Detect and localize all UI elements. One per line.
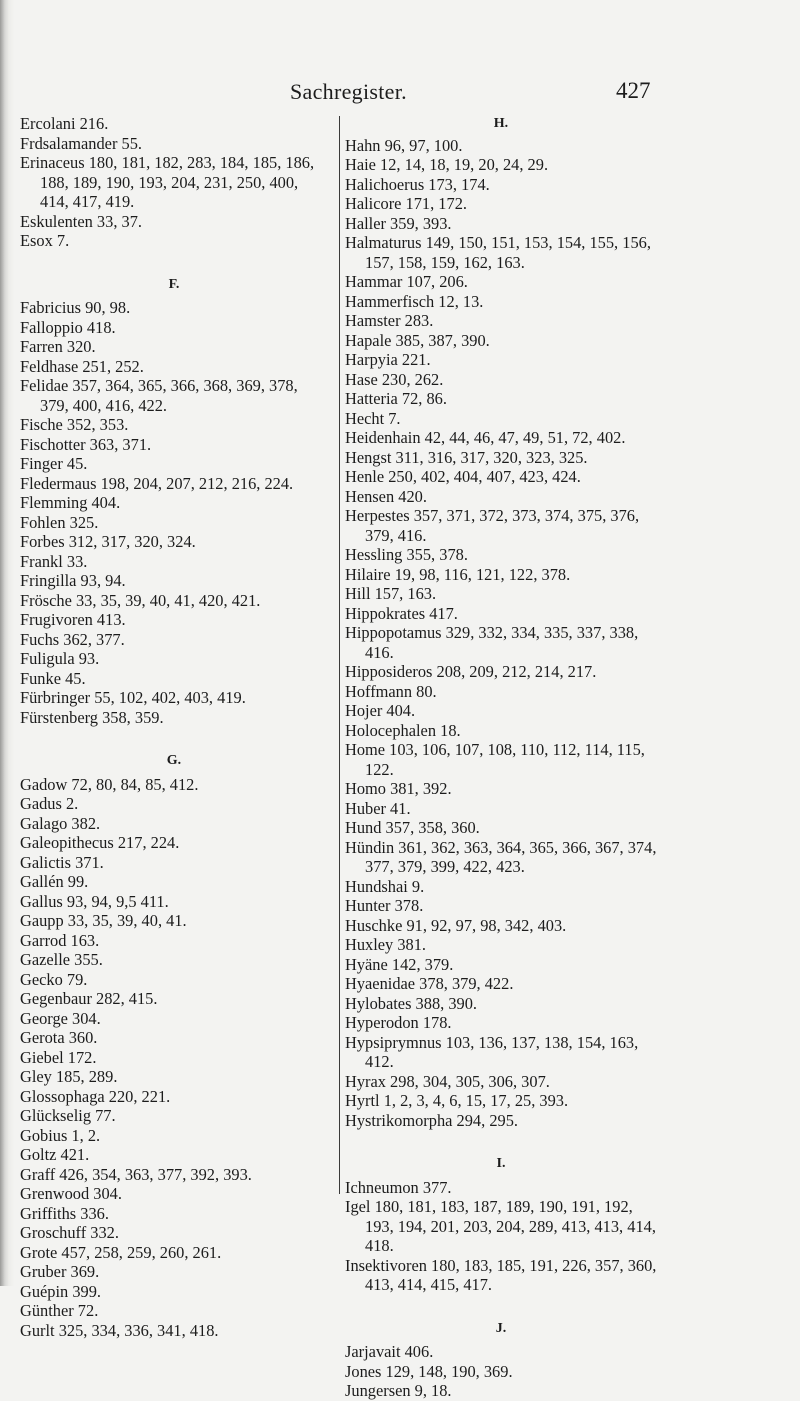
index-entry: Gadus 2. (20, 794, 79, 813)
index-entry: Ichneumon 377. (345, 1177, 452, 1197)
index-entry: Hippokrates 417. (345, 603, 458, 623)
index-entry: Frugivoren 413. (20, 610, 126, 629)
index-entry: Hoffmann 80. (345, 681, 437, 701)
index-entry: Gecko 79. (20, 969, 88, 989)
index-entry: Glückselig 77. (20, 1106, 116, 1125)
index-entry: Hessling 355, 378. (345, 545, 468, 564)
index-entry: Gley 185, 289. (20, 1067, 118, 1086)
index-entry: Hyrtl 1, 2, 3, 4, 6, 15, 17, 25, 393. (345, 1091, 569, 1110)
index-entry: Gaupp 33, 35, 39, 40, 41. (20, 911, 187, 930)
index-entry: Gadow 72, 80, 84, 85, 412. (20, 774, 199, 794)
index-entry: Huxley 381. (345, 935, 427, 954)
index-entry: Huber 41. (345, 798, 411, 818)
index-entry: Hyperodon 178. (345, 1013, 452, 1032)
index-entry: Hundshai 9. (345, 876, 425, 896)
index-entry: Fohlen 325. (20, 512, 99, 532)
index-entry: Hill 157, 163. (345, 584, 437, 603)
index-entry: Grote 457, 258, 259, 260, 261. (20, 1242, 222, 1262)
index-entry: Gobius 1, 2. (20, 1125, 101, 1145)
index-entry: Fabricius 90, 98. (20, 298, 131, 317)
index-entry: Hapale 385, 387, 390. (345, 330, 490, 350)
index-entry: Huschke 91, 92, 97, 98, 342, 403. (345, 915, 567, 935)
index-entry: Hypsiprymnus 103, 136, 137, 138, 154, 163, 412. (345, 1032, 639, 1071)
section-letter: H. (493, 116, 509, 131)
index-entry: Hündin 361, 362, 363, 364, 365, 366, 367, 374, 377, 379, 399, 422, 423. (345, 837, 657, 876)
index-entry: Hamster 283. (345, 311, 434, 330)
index-entry: Gallus 93, 94, 9,5 411. (20, 891, 169, 911)
index-entry: Fürbringer 55, 102, 402, 403, 419. (20, 688, 246, 707)
index-entry: Gerota 360. (20, 1028, 98, 1047)
index-entry: Jones 129, 148, 190, 369. (345, 1361, 513, 1381)
column-divider (339, 116, 340, 1194)
index-entry: Gazelle 355. (20, 950, 103, 969)
index-column-left (20, 114, 328, 1340)
index-entry: Giebel 172. (20, 1047, 97, 1067)
running-title: Sachregister. (290, 79, 407, 104)
index-entry: Hatteria 72, 86. (345, 389, 447, 408)
index-entry: Fische 352, 353. (20, 415, 129, 434)
index-entry: Esox 7. (20, 231, 70, 250)
index-entry: Eskulenten 33, 37. (20, 211, 143, 231)
index-entry: Galago 382. (20, 813, 101, 833)
index-entry: Henle 250, 402, 404, 407, 423, 424. (345, 467, 581, 486)
index-entry: Hilaire 19, 98, 116, 121, 122, 378. (345, 564, 571, 584)
index-entry: Hengst 311, 316, 317, 320, 323, 325. (345, 447, 588, 467)
index-entry: Fledermaus 198, 204, 207, 212, 216, 224. (20, 473, 294, 493)
index-entry: Frdsalamander 55. (20, 133, 142, 153)
index-entry: Haie 12, 14, 18, 19, 20, 24, 29. (345, 155, 549, 174)
index-entry: Glossophaga 220, 221. (20, 1086, 171, 1106)
index-entry: Flemming 404. (20, 493, 121, 512)
index-entry: Hahn 96, 97, 100. (345, 135, 463, 155)
index-entry: Insektivoren 180, 183, 185, 191, 226, 357, 360, 413, 414, 415, 417. (345, 1255, 657, 1294)
section-letter: F. (168, 276, 180, 292)
index-entry: Halmaturus 149, 150, 151, 153, 154, 155, 156, 157, 158, 159, 162, 163. (345, 233, 651, 272)
index-entry: Falloppio 418. (20, 317, 116, 337)
index-entry: Grenwood 304. (20, 1184, 122, 1203)
index-entry: Hensen 420. (345, 486, 427, 506)
index-entry: Holocephalen 18. (345, 720, 461, 740)
index-entry: Hyäne 142, 379. (345, 954, 454, 974)
index-entry: Hammerfisch 12, 13. (345, 291, 484, 311)
index-entry: Felidae 357, 364, 365, 366, 368, 369, 378, 379, 400, 416, 422. (20, 376, 298, 415)
index-entry: Homo 381, 392. (345, 779, 452, 798)
index-entry: Gruber 369. (20, 1262, 100, 1281)
index-entry: Funke 45. (20, 668, 86, 688)
index-entry: Hunter 378. (345, 896, 424, 915)
index-entry: Igel 180, 181, 183, 187, 189, 190, 191, 192, 193, 194, 201, 203, 204, 289, 413, 413, 414, 418. (345, 1197, 656, 1255)
index-entry: Garrod 163. (20, 930, 100, 950)
section-letter: J. (495, 1320, 507, 1336)
index-entry: Home 103, 106, 107, 108, 110, 112, 114, 115, 122. (345, 740, 645, 779)
index-entry: Hylobates 388, 390. (345, 993, 478, 1013)
index-entry: Haller 359, 393. (345, 213, 452, 233)
index-entry: Frankl 33. (20, 551, 88, 571)
index-entry: Hippopotamus 329, 332, 334, 335, 337, 338, 416. (345, 623, 639, 662)
index-entry: Jungersen 9, 18. (345, 1381, 452, 1400)
index-entry: Forbes 312, 317, 320, 324. (20, 532, 196, 551)
index-entry: Hund 357, 358, 360. (345, 818, 480, 837)
index-entry: Fuligula 93. (20, 649, 100, 668)
index-entry: Galeopithecus 217, 224. (20, 833, 180, 852)
index-entry: Goltz 421. (20, 1145, 90, 1164)
index-entry: Fischotter 363, 371. (20, 434, 152, 454)
index-entry: Erinaceus 180, 181, 182, 283, 184, 185, 186, 188, 189, 190, 193, 204, 231, 250, 400, 414, 417, 419. (20, 153, 315, 211)
index-entry: Gegenbaur 282, 415. (20, 989, 158, 1008)
section-letter: G. (166, 753, 182, 768)
index-entry: Fürstenberg 358, 359. (20, 707, 164, 727)
page-number: 427 (616, 78, 651, 103)
index-entry: Heidenhain 42, 44, 46, 47, 49, 51, 72, 402. (345, 428, 626, 447)
index-entry: Herpestes 357, 371, 372, 373, 374, 375, 376, 379, 416. (345, 506, 640, 545)
index-entry: Gurlt 325, 334, 336, 341, 418. (20, 1320, 219, 1340)
index-entry: Fuchs 362, 377. (20, 629, 125, 649)
index-entry: Gallén 99. (20, 872, 89, 891)
index-entry: George 304. (20, 1008, 101, 1028)
index-entry: Harpyia 221. (345, 350, 431, 369)
index-entry: Hammar 107, 206. (345, 272, 468, 291)
index-entry: Graff 426, 354, 363, 377, 392, 393. (20, 1164, 252, 1184)
index-entry: Frösche 33, 35, 39, 40, 41, 420, 421. (20, 590, 261, 610)
index-entry: Hyaenidae 378, 379, 422. (345, 974, 514, 993)
index-entry: Hecht 7. (345, 408, 401, 428)
index-entry: Guépin 399. (20, 1281, 102, 1301)
index-entry: Günther 72. (20, 1301, 99, 1320)
index-entry: Halichoerus 173, 174. (345, 174, 490, 194)
index-entry: Jarjavait 406. (345, 1342, 434, 1361)
index-entry: Finger 45. (20, 454, 88, 473)
index-entry: Groschuff 332. (20, 1223, 119, 1242)
section-letter: I. (496, 1156, 506, 1171)
index-entry: Hystrikomorpha 294, 295. (345, 1110, 518, 1130)
index-entry: Hyrax 298, 304, 305, 306, 307. (345, 1071, 550, 1091)
index-column-right (345, 114, 657, 1401)
index-entry: Hase 230, 262. (345, 369, 444, 389)
index-entry: Hojer 404. (345, 701, 416, 720)
index-entry: Feldhase 251, 252. (20, 356, 144, 376)
index-entry: Hipposideros 208, 209, 212, 214, 217. (345, 662, 597, 681)
index-entry: Ercolani 216. (20, 114, 109, 133)
index-entry: Galictis 371. (20, 852, 104, 872)
index-entry: Griffiths 336. (20, 1203, 109, 1223)
index-entry: Halicore 171, 172. (345, 194, 467, 213)
page-edge-shadow (0, 0, 14, 1286)
index-entry: Fringilla 93, 94. (20, 571, 126, 590)
index-entry: Farren 320. (20, 337, 96, 356)
